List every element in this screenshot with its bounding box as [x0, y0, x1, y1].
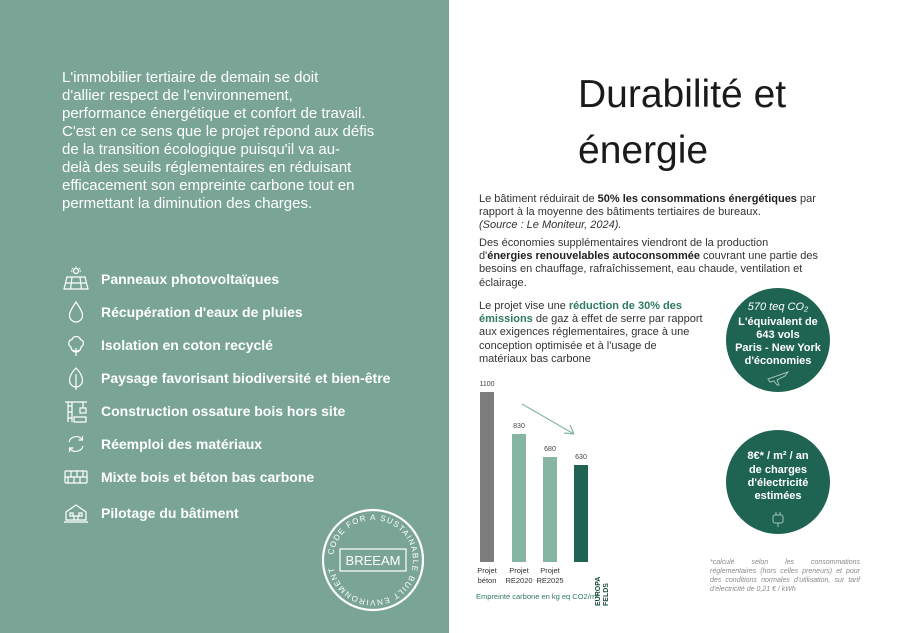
feature-mixed-materials — [62, 464, 314, 490]
recycle-icon — [62, 431, 90, 457]
chart-value-label: 1100 — [479, 381, 495, 388]
circle2-line2: de charges — [748, 464, 808, 476]
feature-label: Réemploi des matériaux — [101, 436, 263, 452]
circle2-line3: d'électricité — [747, 477, 809, 489]
chart-bar — [574, 465, 588, 562]
circle1-line1: 570 teq CO₂ — [747, 301, 809, 313]
airplane-icon — [766, 368, 790, 386]
chart-category-label: Projet RE2020 — [505, 566, 533, 585]
feature-landscape — [62, 365, 390, 391]
chart-bar — [480, 392, 494, 562]
circle1-line5: d'économies — [744, 355, 812, 367]
circle2-line1: 8€* / m² / an — [747, 450, 809, 462]
leaf-icon — [62, 365, 90, 391]
europa-felds-logo — [593, 568, 609, 610]
building-control-icon — [62, 500, 90, 526]
carbon-footprint-chart — [470, 370, 670, 605]
chart-x-axis-label: Empreinte carbone en kg eq CO2/m² — [476, 592, 599, 601]
breeam-ring-text: CODE FOR A SUSTAINABLE BUILT ENVIRONMENT — [326, 512, 421, 608]
water-drop-icon — [62, 299, 90, 325]
co2-savings-circle — [726, 288, 830, 392]
feature-label: Panneaux photovoltaïques — [101, 271, 280, 287]
paragraph-emissions: Le projet vise une réduction de 30% des émissions de gaz à effet de serre par rapport aux exigences réglementaires, grace à une conception optimisée et à l'usage de matériaux bas carbone — [479, 300, 703, 365]
plug-icon — [769, 510, 787, 528]
cotton-icon — [62, 332, 90, 358]
title-line-2: énergie — [578, 129, 709, 172]
feature-label: Paysage favorisant biodiversité et bien-être — [101, 370, 391, 386]
circle2-line4: estimées — [754, 490, 802, 502]
feature-rainwater — [62, 299, 303, 325]
circle1-line3: 643 vols — [756, 329, 800, 341]
paragraph-consumption: Le bâtiment réduirait de 50% les consommations énergétiques par rapport à la moyenne des bâtiments tertiaires de bureaux. (Source : Le Moniteur, 2024). — [479, 193, 816, 232]
feature-solar — [62, 266, 279, 292]
chart-value-label: 680 — [544, 446, 556, 453]
circle1-line2: L'équivalent de — [738, 316, 818, 328]
title-line-1: Durabilité et — [578, 73, 787, 116]
left-panel — [0, 0, 449, 633]
feature-label: Isolation en coton recyclé — [101, 337, 273, 353]
footnote: *calculé selon les consommations réglementaires (hors celles preneurs) et pour des conditions normales d'utilisation, sur tarif d'électricité de 0,21 € / kWh — [710, 559, 860, 593]
page-title — [578, 67, 878, 179]
chart-value-label: 630 — [575, 454, 587, 461]
chart-bar — [512, 434, 526, 562]
paragraph-renewables: Des économies supplémentaires viendront de la production d'énergies renouvelables autoconsommée couvrant une partie des besoins en chauffage, rafraîchissement, eau chaude, ventilation et éclairage. — [479, 237, 818, 289]
crane-icon — [62, 398, 90, 424]
chart-category-label: Projet RE2025 — [536, 566, 564, 585]
feature-reuse — [62, 431, 262, 457]
svg-text:EUROPA: EUROPA — [595, 576, 602, 606]
feature-label: Mixte bois et béton bas carbone — [101, 469, 315, 485]
wood-concrete-icon — [62, 464, 90, 490]
energy-costs-circle — [726, 430, 830, 534]
breeam-label: BREEAM — [345, 553, 401, 568]
feature-label: Construction ossature bois hors site — [101, 403, 346, 419]
svg-text:FELDS: FELDS — [603, 583, 610, 606]
feature-label: Pilotage du bâtiment — [101, 505, 239, 521]
feature-building-control — [62, 500, 239, 526]
trend-arrow — [520, 400, 580, 440]
feature-label: Récupération d'eaux de pluies — [101, 304, 303, 320]
feature-cotton — [62, 332, 273, 358]
chart-category-label: Projet béton — [477, 566, 497, 585]
breeam-badge — [318, 505, 428, 615]
circle1-line4: Paris - New York — [735, 342, 821, 354]
feature-wood-construction — [62, 398, 345, 424]
solar-panel-icon — [62, 266, 90, 292]
chart-bar — [543, 457, 557, 562]
chart-value-label: 830 — [513, 423, 525, 430]
intro-text: L'immobilier tertiaire de demain se doit d'allier respect de l'environnement, performance énergétique et confort de travail. C'est en ce sens que le projet répond aux défis de la transition écologique puisqu'il va au- delà des seuils réglementaires en réduisant efficacement son empreinte carbone tout en permettant la diminution des charges. — [62, 69, 375, 212]
